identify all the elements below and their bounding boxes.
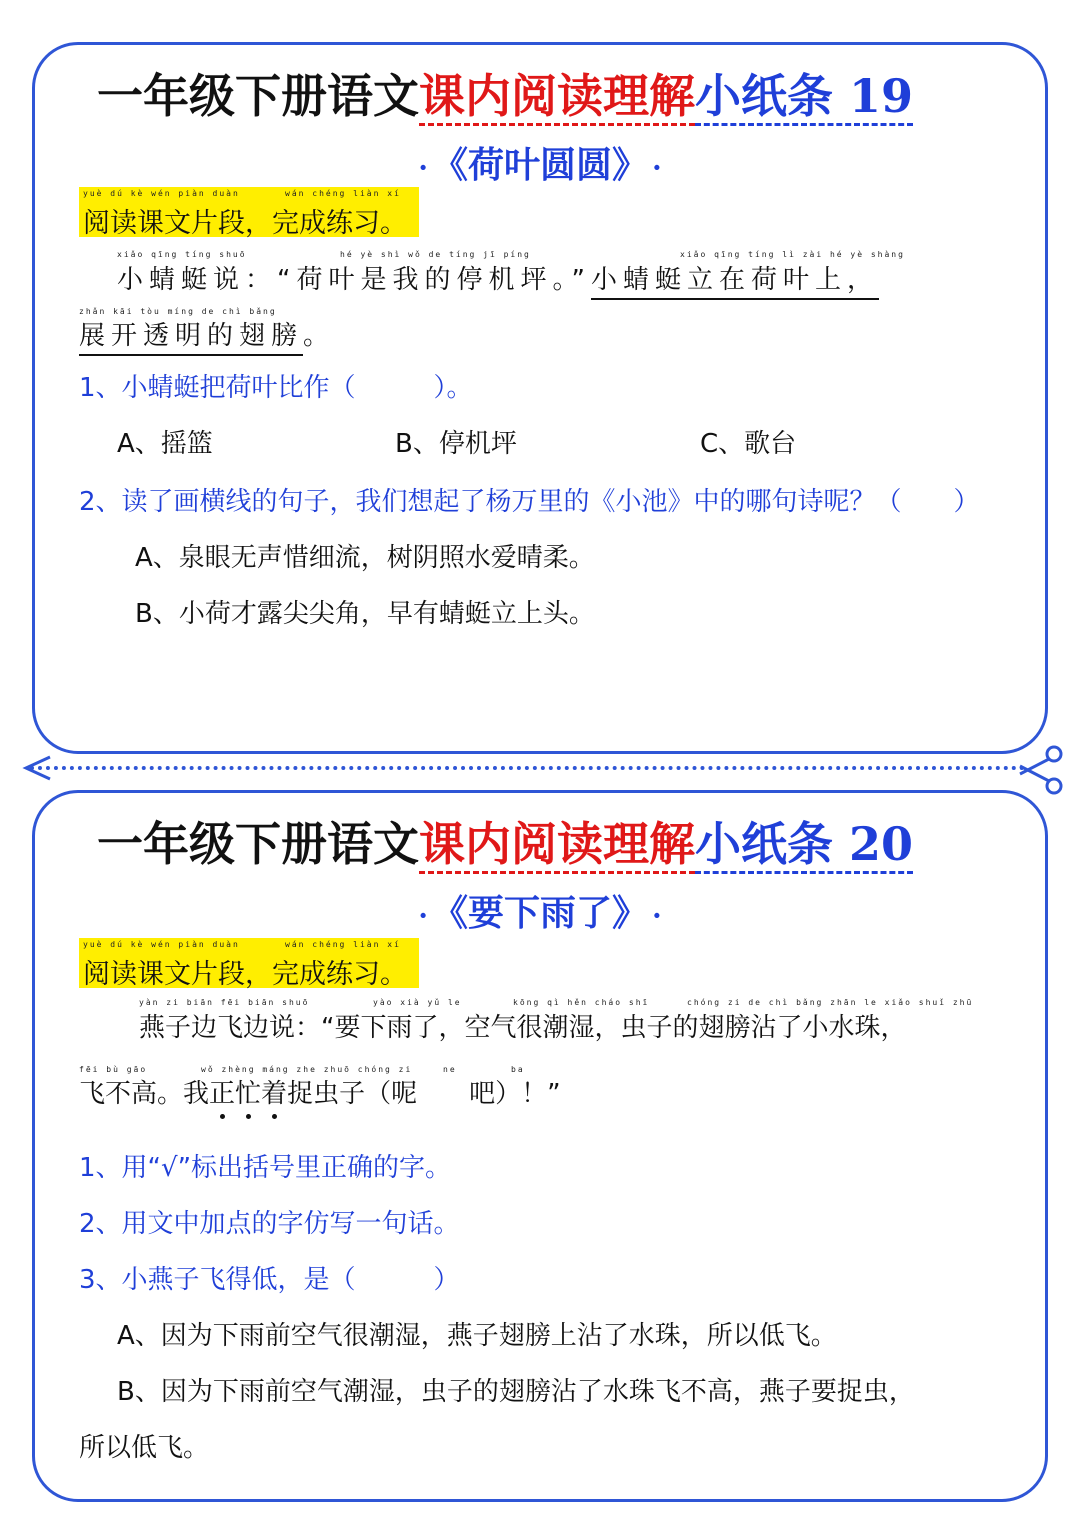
- underlined-sentence: 展开透明的翅膀: [79, 321, 303, 356]
- instruction-pinyin-1: yuè dú kè wén piàn duàn: [83, 940, 240, 949]
- title-red: 课内阅读理解: [419, 69, 695, 126]
- option-a[interactable]: A、摇篮: [117, 429, 213, 459]
- passage-pinyin: yào xià yǔ le: [373, 998, 462, 1007]
- instruction-pinyin-2: wán chéng liàn xí: [285, 189, 401, 198]
- passage-line-1: 燕子边飞边说：“要下雨了，空气很潮湿，虫子的翅膀沾了小水珠，: [139, 1013, 907, 1043]
- instruction-text: 阅读课文片段，完成练习。: [83, 959, 407, 990]
- passage-pinyin: chóng zi de chì bǎng zhān le xiǎo shuǐ zhū: [687, 998, 974, 1007]
- title-blue: 小纸条 19: [695, 69, 913, 126]
- option-a[interactable]: A、因为下雨前空气很潮湿，燕子翅膀上沾了水珠，所以低飞。: [117, 1321, 837, 1351]
- exercise-card-20: [32, 790, 1048, 1502]
- card-title: [97, 811, 913, 877]
- passage-pinyin: fēi bù gāo: [79, 1065, 148, 1074]
- scissors-icon: [1014, 742, 1070, 798]
- instruction-highlight: [79, 187, 419, 237]
- passage-pinyin: xiǎo qīng tíng shuō: [117, 250, 247, 259]
- passage-pinyin: kōng qì hěn cháo shī: [513, 998, 650, 1007]
- lesson-name: 《要下雨了》: [449, 892, 630, 934]
- lesson-subtitle: · 《要下雨了》 ·: [418, 892, 662, 934]
- passage-pinyin: ne: [443, 1065, 457, 1074]
- question-1: 1、用“√”标出括号里正确的字。: [79, 1153, 452, 1183]
- dotted-char: 忙: [235, 1079, 262, 1109]
- option-a[interactable]: A、泉眼无声惜细流，树阴照水爱晴柔。: [135, 543, 595, 573]
- card-title: [97, 63, 913, 129]
- title-blue: 小纸条 20: [695, 817, 913, 874]
- instruction-highlight: [79, 938, 419, 988]
- option-c[interactable]: C、歌台: [700, 429, 797, 459]
- title-red: 课内阅读理解: [419, 817, 695, 874]
- passage-pinyin: xiǎo qīng tíng lì zài hé yè shàng: [680, 250, 905, 259]
- arrow-left-icon: [22, 754, 52, 782]
- question-2: 2、用文中加点的字仿写一句话。: [79, 1209, 460, 1239]
- passage-pinyin: wǒ zhèng máng zhe zhuō chóng zi: [201, 1065, 413, 1074]
- dotted-char: 正: [209, 1079, 236, 1109]
- period: 。: [303, 321, 336, 351]
- option-b[interactable]: B、因为下雨前空气潮湿，虫子的翅膀沾了水珠飞不高，燕子要捉虫，: [117, 1377, 915, 1407]
- cut-line: [30, 766, 1025, 770]
- option-b[interactable]: B、停机坪: [395, 429, 517, 459]
- title-black: 一年级下册语文: [97, 69, 419, 123]
- instruction-pinyin-2: wán chéng liàn xí: [285, 940, 401, 949]
- title-black: 一年级下册语文: [97, 817, 419, 871]
- option-b[interactable]: B、小荷才露尖尖角，早有蜻蜓立上头。: [135, 599, 595, 629]
- question-3: 3、小燕子飞得低，是（ ）: [79, 1265, 460, 1295]
- passage-sentence: 小蜻蜓说：“荷叶是我的停机坪。”: [117, 265, 591, 295]
- passage-text: 捉虫子（呢 吧）！”: [287, 1079, 561, 1109]
- passage-line-2: [79, 315, 335, 352]
- passage-pinyin: ba: [511, 1065, 525, 1074]
- exercise-card-19: [32, 42, 1048, 754]
- passage-line-1: [117, 259, 879, 296]
- passage-pinyin: hé yè shì wǒ de tíng jī píng: [340, 250, 531, 259]
- dotted-char: 着: [261, 1079, 288, 1109]
- lesson-name: 《荷叶圆圆》: [449, 144, 630, 186]
- option-b-continued: 所以低飞。: [79, 1433, 210, 1463]
- instruction-text: 阅读课文片段，完成练习。: [83, 208, 407, 239]
- instruction-pinyin-1: yuè dú kè wén piàn duàn: [83, 189, 240, 198]
- lesson-subtitle: · 《荷叶圆圆》 ·: [418, 144, 662, 186]
- passage-text: 飞不高。我: [79, 1079, 210, 1109]
- question-2: 2、读了画横线的句子，我们想起了杨万里的《小池》中的哪句诗呢？（ ）: [79, 487, 980, 517]
- passage-pinyin: zhǎn kāi tòu míng de chì bǎng: [79, 307, 277, 316]
- underlined-sentence: 小蜻蜓立在荷叶上，: [591, 265, 879, 300]
- passage-pinyin: yàn zi biān fēi biān shuō: [139, 998, 310, 1007]
- passage-line-2: [79, 1073, 561, 1110]
- question-1: 1、小蜻蜓把荷叶比作（ ）。: [79, 373, 473, 403]
